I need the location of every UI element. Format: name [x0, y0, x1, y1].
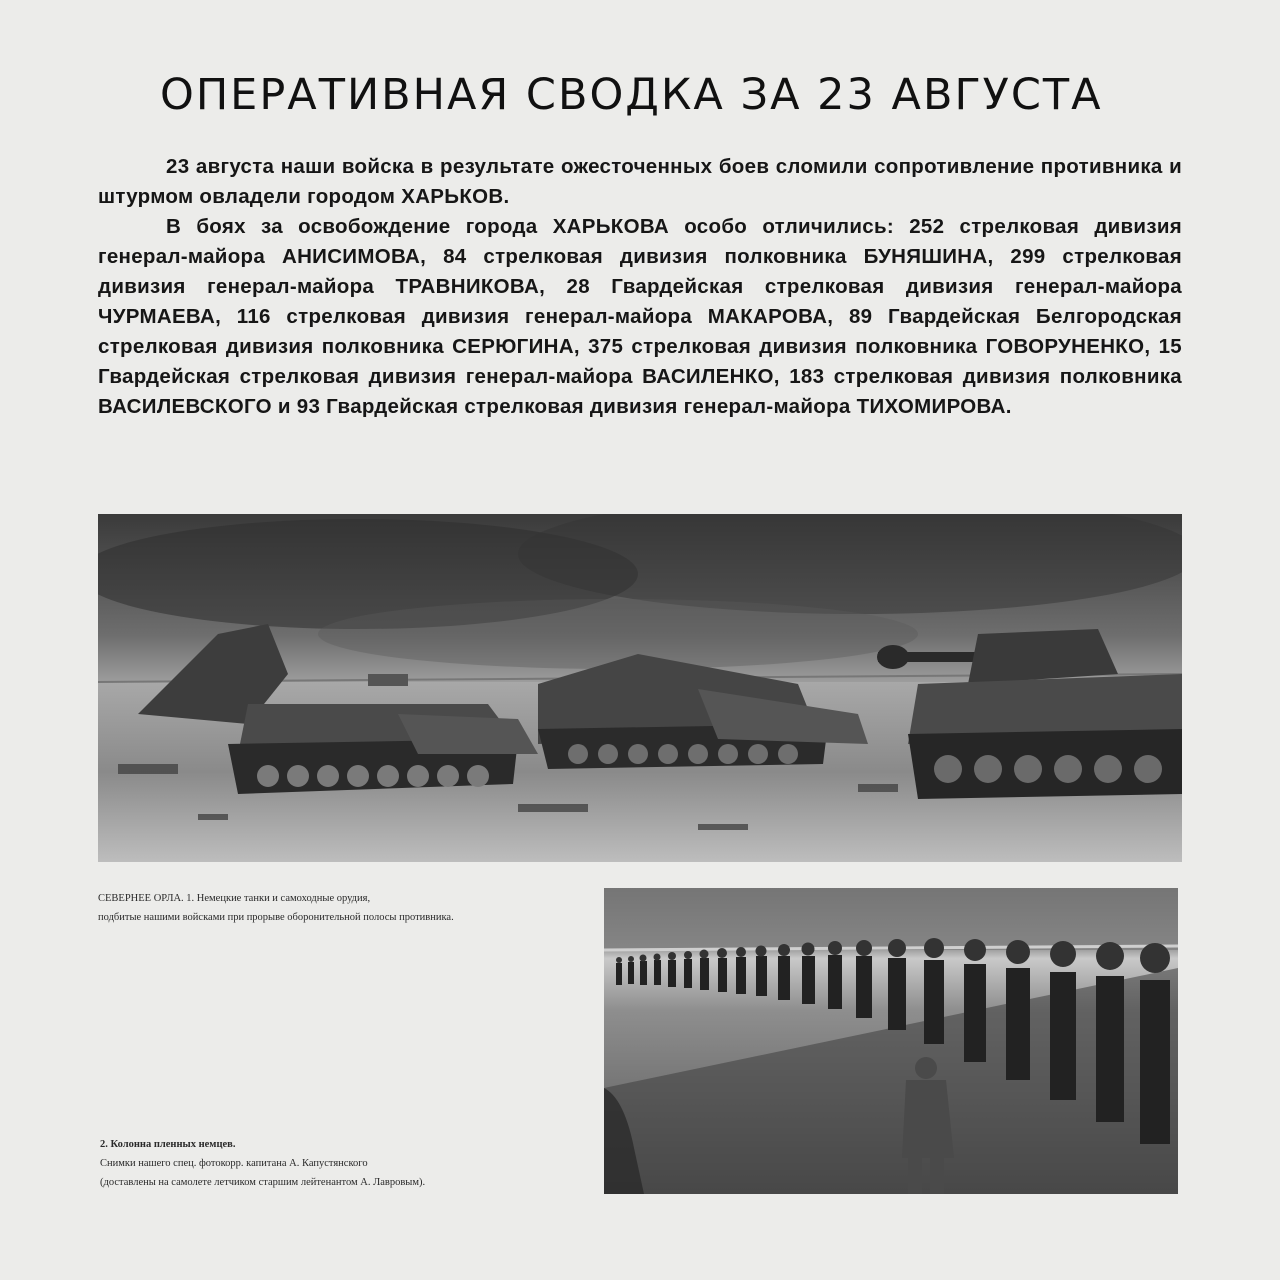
photo-destroyed-tanks [98, 514, 1182, 862]
caption-2-line-1: 2. Колонна пленных немцев. [100, 1139, 236, 1150]
bulletin-paragraph-1: 23 августа наши войска в результате ожесточенных боев сломили сопротивление противника и штурмом овладели городом ХАРЬКОВ. [98, 155, 1182, 208]
caption-2-line-2: Снимки нашего спец. фотокорр. капитана А. Капустянского [100, 1158, 368, 1169]
caption-2-line-3: (доставлены на самолете летчиком старшим лейтенантом А. Лавровым). [100, 1177, 426, 1188]
caption-1-line-1: СЕВЕРНЕЕ ОРЛА. 1. Немецкие танки и самоходные орудия, [98, 893, 371, 904]
photo-prisoner-column [604, 888, 1178, 1194]
caption-1-line-2: подбитые нашими войсками при прорыве оборонительной полосы противника. [98, 912, 454, 923]
photo-2-caption [100, 1135, 580, 1192]
operational-bulletin [98, 152, 1182, 422]
headline: ОПЕРАТИВНАЯ СВОДКА ЗА 23 АВГУСТА [160, 70, 1103, 120]
photo-1-caption [98, 889, 578, 927]
bulletin-paragraph-2: В боях за освобождение города ХАРЬКОВА особо отличились: 252 стрелковая дивизия генерал-майора АНИСИМОВА, 84 стрелковая дивизия полковника БУНЯШИНА, 299 стрелковая дивизия генерал-майора ТРАВНИКОВА, 28 Гвардейская стрелковая дивизия генерал-майора ЧУРМАЕВА, 116 стрелковая дивизия генерал-майора МАКАРОВА, 89 Гвардейская Белгородская стрелковая дивизия полковника СЕРЮГИНА, 375 стрелковая дивизия полковника ГОВОРУНЕНКО, 15 Гвардейская стрелковая дивизия генерал-майора ВАСИЛЕНКО, 183 стрелковая дивизия полковника ВАСИЛЕВСКОГО и 93 Гвардейская стрелковая дивизия генерал-майора ТИХОМИРОВА. [98, 215, 1182, 418]
